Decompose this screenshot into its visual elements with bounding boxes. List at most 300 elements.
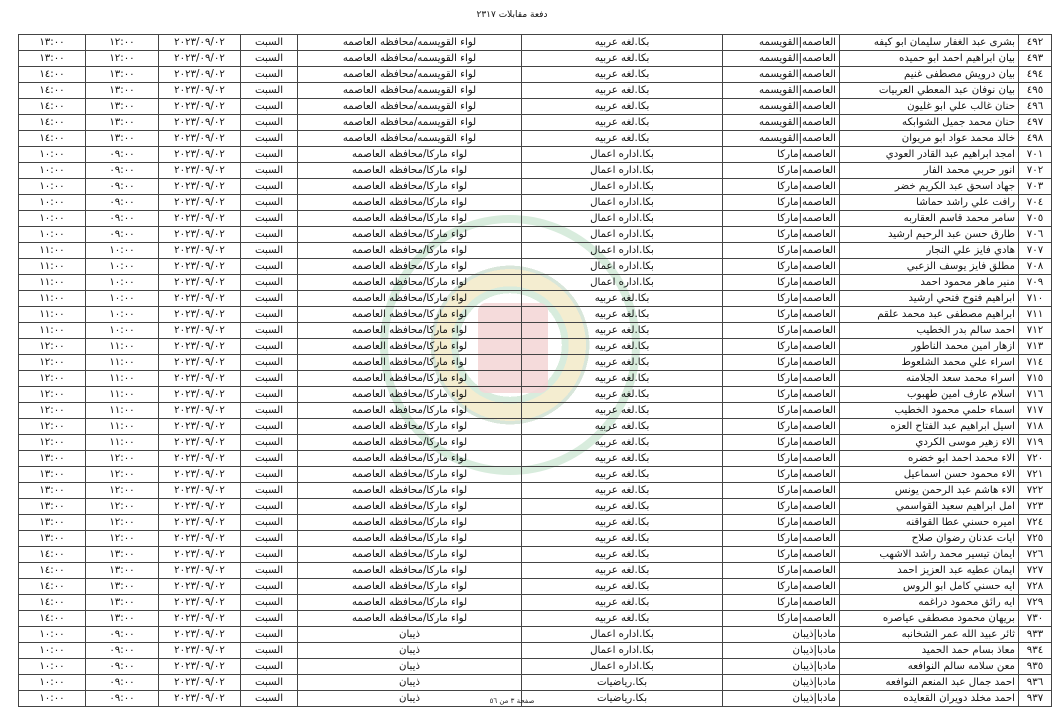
table-row (19, 515, 1052, 531)
date-cell: ٢٠٢٣/٠٩/٠٢ (159, 595, 241, 611)
specialization-cell: بكا.اداره اعمال (522, 243, 723, 259)
time-to-cell: ١٢:٠٠ (19, 435, 86, 451)
candidate-name: خالد محمد عواد ابو مريوان (840, 131, 1019, 147)
day-cell: السبت (241, 403, 298, 419)
table-row (19, 483, 1052, 499)
time-from-cell: ١١:٠٠ (86, 339, 159, 355)
specialization-cell: بكا.اداره اعمال (522, 259, 723, 275)
date-cell: ٢٠٢٣/٠٩/٠٢ (159, 211, 241, 227)
interview-location-cell: لواء ماركا/محافظه العاصمه (298, 179, 522, 195)
interview-location-cell: لواء ماركا/محافظه العاصمه (298, 323, 522, 339)
time-from-cell: ٠٩:٠٠ (86, 179, 159, 195)
day-cell: السبت (241, 355, 298, 371)
interview-location-cell: لواء ماركا/محافظه العاصمه (298, 307, 522, 323)
district-cell: العاصمه|ماركا (723, 259, 840, 275)
specialization-cell: بكا.لغه عربيه (522, 67, 723, 83)
table-row (19, 115, 1052, 131)
interview-location-cell: لواء ماركا/محافظه العاصمه (298, 243, 522, 259)
specialization-cell: بكا.لغه عربيه (522, 595, 723, 611)
date-cell: ٢٠٢٣/٠٩/٠٢ (159, 515, 241, 531)
interview-location-cell: لواء ماركا/محافظه العاصمه (298, 483, 522, 499)
time-to-cell: ١١:٠٠ (19, 243, 86, 259)
interview-location-cell: لواء ماركا/محافظه العاصمه (298, 403, 522, 419)
district-cell: العاصمه|ماركا (723, 451, 840, 467)
candidate-name: اسراء علي محمد الشلعوط (840, 355, 1019, 371)
candidate-number: ٧٢٢ (1019, 483, 1052, 499)
candidate-number: ٧١٨ (1019, 419, 1052, 435)
time-to-cell: ١٠:٠٠ (19, 147, 86, 163)
candidate-name: مطلق فايز يوسف الزعبي (840, 259, 1019, 275)
table-row (19, 179, 1052, 195)
district-cell: العاصمه|ماركا (723, 195, 840, 211)
candidate-name: انور حربي محمد الفار (840, 163, 1019, 179)
interview-location-cell: لواء القويسمه/محافظه العاصمه (298, 51, 522, 67)
interview-location-cell: لواء ماركا/محافظه العاصمه (298, 227, 522, 243)
time-from-cell: ١٢:٠٠ (86, 483, 159, 499)
day-cell: السبت (241, 691, 298, 707)
candidate-number: ٤٩٢ (1019, 35, 1052, 51)
district-cell: العاصمه|ماركا (723, 611, 840, 627)
specialization-cell: بكا.لغه عربيه (522, 403, 723, 419)
candidate-name: ابراهيم فتوح فتحي ارشيد (840, 291, 1019, 307)
time-to-cell: ١٣:٠٠ (19, 467, 86, 483)
specialization-cell: بكا.لغه عربيه (522, 355, 723, 371)
candidate-number: ٤٩٥ (1019, 83, 1052, 99)
date-cell: ٢٠٢٣/٠٩/٠٢ (159, 643, 241, 659)
date-cell: ٢٠٢٣/٠٩/٠٢ (159, 531, 241, 547)
district-cell: العاصمه|القويسمه (723, 51, 840, 67)
time-from-cell: ٠٩:٠٠ (86, 675, 159, 691)
table-body (19, 35, 1052, 707)
specialization-cell: بكا.لغه عربيه (522, 371, 723, 387)
district-cell: العاصمه|ماركا (723, 211, 840, 227)
specialization-cell: بكا.اداره اعمال (522, 227, 723, 243)
candidate-name: بيان درويش مصطفى غنيم (840, 67, 1019, 83)
table-row (19, 275, 1052, 291)
time-to-cell: ١١:٠٠ (19, 323, 86, 339)
date-cell: ٢٠٢٣/٠٩/٠٢ (159, 563, 241, 579)
time-from-cell: ٠٩:٠٠ (86, 691, 159, 707)
time-to-cell: ١١:٠٠ (19, 275, 86, 291)
interview-location-cell: لواء ماركا/محافظه العاصمه (298, 595, 522, 611)
candidate-name: ايه رائق محمود دراغمه (840, 595, 1019, 611)
table-row (19, 467, 1052, 483)
candidate-number: ٧١٥ (1019, 371, 1052, 387)
district-cell: العاصمه|ماركا (723, 563, 840, 579)
candidate-name: اسراء محمد سعد الجلامنه (840, 371, 1019, 387)
time-to-cell: ١٢:٠٠ (19, 419, 86, 435)
time-to-cell: ١٣:٠٠ (19, 451, 86, 467)
specialization-cell: بكا.لغه عربيه (522, 483, 723, 499)
time-from-cell: ١٠:٠٠ (86, 323, 159, 339)
table-row (19, 531, 1052, 547)
candidate-number: ٧٢١ (1019, 467, 1052, 483)
specialization-cell: بكا.اداره اعمال (522, 643, 723, 659)
time-to-cell: ١٤:٠٠ (19, 579, 86, 595)
day-cell: السبت (241, 595, 298, 611)
candidate-number: ٧٢٥ (1019, 531, 1052, 547)
specialization-cell: بكا.اداره اعمال (522, 211, 723, 227)
interview-location-cell: ذيبان (298, 659, 522, 675)
time-from-cell: ١٠:٠٠ (86, 307, 159, 323)
district-cell: العاصمه|ماركا (723, 467, 840, 483)
time-from-cell: ١١:٠٠ (86, 387, 159, 403)
time-from-cell: ١١:٠٠ (86, 371, 159, 387)
candidate-number: ٧٢٧ (1019, 563, 1052, 579)
day-cell: السبت (241, 547, 298, 563)
candidate-number: ٩٣٥ (1019, 659, 1052, 675)
time-from-cell: ١١:٠٠ (86, 435, 159, 451)
day-cell: السبت (241, 643, 298, 659)
day-cell: السبت (241, 259, 298, 275)
candidate-number: ٧١٠ (1019, 291, 1052, 307)
candidate-name: اميره حسني عطا القواقنه (840, 515, 1019, 531)
day-cell: السبت (241, 467, 298, 483)
candidate-number: ٧٢٠ (1019, 451, 1052, 467)
candidate-name: الاء هاشم عبد الرحمن يونس (840, 483, 1019, 499)
time-to-cell: ١٤:٠٠ (19, 115, 86, 131)
date-cell: ٢٠٢٣/٠٩/٠٢ (159, 451, 241, 467)
district-cell: العاصمه|ماركا (723, 275, 840, 291)
time-from-cell: ١٣:٠٠ (86, 99, 159, 115)
date-cell: ٢٠٢٣/٠٩/٠٢ (159, 227, 241, 243)
time-to-cell: ١٠:٠٠ (19, 227, 86, 243)
table-row (19, 659, 1052, 675)
time-to-cell: ١٤:٠٠ (19, 67, 86, 83)
page-title: دفعة مقابلات ٢٣١٧ (476, 10, 548, 20)
time-to-cell: ١١:٠٠ (19, 291, 86, 307)
specialization-cell: بكا.لغه عربيه (522, 419, 723, 435)
candidate-name: ايمان عطيه عبد العزيز احمد (840, 563, 1019, 579)
day-cell: السبت (241, 451, 298, 467)
specialization-cell: بكا.لغه عربيه (522, 547, 723, 563)
date-cell: ٢٠٢٣/٠٩/٠٢ (159, 83, 241, 99)
candidate-number: ٧٠٩ (1019, 275, 1052, 291)
time-to-cell: ١٠:٠٠ (19, 659, 86, 675)
time-from-cell: ١٢:٠٠ (86, 515, 159, 531)
date-cell: ٢٠٢٣/٠٩/٠٢ (159, 659, 241, 675)
time-to-cell: ١٣:٠٠ (19, 499, 86, 515)
candidate-number: ٧١٧ (1019, 403, 1052, 419)
candidate-name: طارق حسن عبد الرحيم ارشيد (840, 227, 1019, 243)
day-cell: السبت (241, 659, 298, 675)
table-row (19, 211, 1052, 227)
time-from-cell: ١٣:٠٠ (86, 579, 159, 595)
day-cell: السبت (241, 419, 298, 435)
candidate-number: ٧١٣ (1019, 339, 1052, 355)
specialization-cell: بكا.لغه عربيه (522, 115, 723, 131)
date-cell: ٢٠٢٣/٠٩/٠٢ (159, 115, 241, 131)
day-cell: السبت (241, 243, 298, 259)
specialization-cell: بكا.لغه عربيه (522, 131, 723, 147)
candidate-number: ٩٣٤ (1019, 643, 1052, 659)
day-cell: السبت (241, 627, 298, 643)
candidate-name: اسماء حلمي محمود الخطيب (840, 403, 1019, 419)
district-cell: مادبا|ذيبان (723, 643, 840, 659)
time-from-cell: ١٣:٠٠ (86, 131, 159, 147)
date-cell: ٢٠٢٣/٠٩/٠٢ (159, 195, 241, 211)
candidate-name: اسلام عارف امين طهبوب (840, 387, 1019, 403)
interview-location-cell: لواء القويسمه/محافظه العاصمه (298, 115, 522, 131)
candidate-number: ٧٢٤ (1019, 515, 1052, 531)
date-cell: ٢٠٢٣/٠٩/٠٢ (159, 579, 241, 595)
district-cell: العاصمه|ماركا (723, 403, 840, 419)
time-from-cell: ١٢:٠٠ (86, 35, 159, 51)
time-to-cell: ١٢:٠٠ (19, 403, 86, 419)
table-row (19, 259, 1052, 275)
candidate-number: ٧٢٣ (1019, 499, 1052, 515)
candidate-name: امجد ابراهيم عبد القادر العودي (840, 147, 1019, 163)
specialization-cell: بكا.اداره اعمال (522, 147, 723, 163)
time-from-cell: ١٣:٠٠ (86, 83, 159, 99)
table-row (19, 99, 1052, 115)
district-cell: العاصمه|ماركا (723, 579, 840, 595)
date-cell: ٢٠٢٣/٠٩/٠٢ (159, 307, 241, 323)
candidate-number: ٧١٤ (1019, 355, 1052, 371)
candidate-number: ٧٠٢ (1019, 163, 1052, 179)
table-row (19, 627, 1052, 643)
time-from-cell: ٠٩:٠٠ (86, 627, 159, 643)
time-to-cell: ١٤:٠٠ (19, 99, 86, 115)
candidate-name: الاء زهير موسى الكردي (840, 435, 1019, 451)
date-cell: ٢٠٢٣/٠٩/٠٢ (159, 371, 241, 387)
date-cell: ٢٠٢٣/٠٩/٠٢ (159, 483, 241, 499)
table-row (19, 675, 1052, 691)
date-cell: ٢٠٢٣/٠٩/٠٢ (159, 51, 241, 67)
interview-location-cell: لواء ماركا/محافظه العاصمه (298, 467, 522, 483)
candidate-name: بيان نوفان عبد المعطي العربيات (840, 83, 1019, 99)
district-cell: مادبا|ذيبان (723, 659, 840, 675)
table-row (19, 595, 1052, 611)
table-row (19, 579, 1052, 595)
interview-location-cell: لواء ماركا/محافظه العاصمه (298, 259, 522, 275)
district-cell: العاصمه|ماركا (723, 243, 840, 259)
table-row (19, 131, 1052, 147)
time-to-cell: ١٣:٠٠ (19, 483, 86, 499)
date-cell: ٢٠٢٣/٠٩/٠٢ (159, 35, 241, 51)
time-to-cell: ١٢:٠٠ (19, 339, 86, 355)
specialization-cell: بكا.لغه عربيه (522, 51, 723, 67)
time-to-cell: ١٢:٠٠ (19, 387, 86, 403)
district-cell: العاصمه|ماركا (723, 387, 840, 403)
date-cell: ٢٠٢٣/٠٩/٠٢ (159, 131, 241, 147)
day-cell: السبت (241, 675, 298, 691)
day-cell: السبت (241, 115, 298, 131)
interview-location-cell: لواء القويسمه/محافظه العاصمه (298, 83, 522, 99)
interview-location-cell: لواء القويسمه/محافظه العاصمه (298, 99, 522, 115)
day-cell: السبت (241, 387, 298, 403)
district-cell: العاصمه|ماركا (723, 227, 840, 243)
date-cell: ٢٠٢٣/٠٩/٠٢ (159, 339, 241, 355)
candidate-number: ٧٠٤ (1019, 195, 1052, 211)
specialization-cell: بكا.لغه عربيه (522, 291, 723, 307)
date-cell: ٢٠٢٣/٠٩/٠٢ (159, 627, 241, 643)
time-from-cell: ٠٩:٠٠ (86, 211, 159, 227)
candidate-number: ٧١٦ (1019, 387, 1052, 403)
table-row (19, 51, 1052, 67)
date-cell: ٢٠٢٣/٠٩/٠٢ (159, 291, 241, 307)
candidate-name: بشرى عبد الغفار سليمان ابو كيفه (840, 35, 1019, 51)
day-cell: السبت (241, 339, 298, 355)
time-to-cell: ١١:٠٠ (19, 307, 86, 323)
time-from-cell: ١٢:٠٠ (86, 499, 159, 515)
district-cell: العاصمه|ماركا (723, 435, 840, 451)
candidate-number: ٩٣٦ (1019, 675, 1052, 691)
candidate-name: حنان محمد جميل الشوابكه (840, 115, 1019, 131)
time-to-cell: ١٠:٠٠ (19, 211, 86, 227)
specialization-cell: بكا.لغه عربيه (522, 579, 723, 595)
table-row (19, 435, 1052, 451)
interview-location-cell: لواء ماركا/محافظه العاصمه (298, 355, 522, 371)
table-row (19, 227, 1052, 243)
table-row (19, 195, 1052, 211)
day-cell: السبت (241, 435, 298, 451)
candidate-number: ٧٠٦ (1019, 227, 1052, 243)
candidate-name: ثائر عبيد الله عمر الشخانبه (840, 627, 1019, 643)
candidate-name: بيان ابراهيم احمد ابو حميده (840, 51, 1019, 67)
time-from-cell: ٠٩:٠٠ (86, 227, 159, 243)
specialization-cell: بكا.لغه عربيه (522, 435, 723, 451)
candidate-name: رافت علي راشد حماشا (840, 195, 1019, 211)
table-row (19, 563, 1052, 579)
district-cell: مادبا|ذيبان (723, 627, 840, 643)
time-to-cell: ١٠:٠٠ (19, 675, 86, 691)
day-cell: السبت (241, 275, 298, 291)
candidate-number: ٧٠١ (1019, 147, 1052, 163)
time-from-cell: ٠٩:٠٠ (86, 195, 159, 211)
table-row (19, 387, 1052, 403)
time-to-cell: ١٢:٠٠ (19, 355, 86, 371)
time-to-cell: ١٠:٠٠ (19, 179, 86, 195)
interview-schedule-table (18, 34, 1052, 707)
interview-location-cell: لواء ماركا/محافظه العاصمه (298, 291, 522, 307)
day-cell: السبت (241, 323, 298, 339)
time-to-cell: ١٤:٠٠ (19, 563, 86, 579)
candidate-name: هادي فايز علي النجار (840, 243, 1019, 259)
district-cell: العاصمه|القويسمه (723, 35, 840, 51)
time-to-cell: ١٠:٠٠ (19, 643, 86, 659)
candidate-name: احمد مخلد دويران القعايده (840, 691, 1019, 707)
interview-location-cell: لواء ماركا/محافظه العاصمه (298, 531, 522, 547)
interview-location-cell: لواء القويسمه/محافظه العاصمه (298, 67, 522, 83)
district-cell: العاصمه|القويسمه (723, 115, 840, 131)
interview-location-cell: لواء ماركا/محافظه العاصمه (298, 147, 522, 163)
candidate-name: حنان غالب علي ابو غليون (840, 99, 1019, 115)
specialization-cell: بكا.لغه عربيه (522, 499, 723, 515)
interview-location-cell: لواء ماركا/محافظه العاصمه (298, 195, 522, 211)
date-cell: ٢٠٢٣/٠٩/٠٢ (159, 419, 241, 435)
district-cell: العاصمه|القويسمه (723, 99, 840, 115)
interview-location-cell: ذيبان (298, 627, 522, 643)
candidate-name: ايات عدنان رضوان صلاح (840, 531, 1019, 547)
candidate-name: منير ماهر محمود احمد (840, 275, 1019, 291)
table-row (19, 307, 1052, 323)
date-cell: ٢٠٢٣/٠٩/٠٢ (159, 99, 241, 115)
candidate-name: اسيل ابراهيم عبد الفتاح العزه (840, 419, 1019, 435)
district-cell: مادبا|ذيبان (723, 691, 840, 707)
specialization-cell: بكا.لغه عربيه (522, 83, 723, 99)
day-cell: السبت (241, 291, 298, 307)
interview-location-cell: لواء ماركا/محافظه العاصمه (298, 611, 522, 627)
time-from-cell: ٠٩:٠٠ (86, 659, 159, 675)
day-cell: السبت (241, 371, 298, 387)
interview-location-cell: لواء ماركا/محافظه العاصمه (298, 451, 522, 467)
time-from-cell: ١٢:٠٠ (86, 451, 159, 467)
specialization-cell: بكا.لغه عربيه (522, 387, 723, 403)
time-from-cell: ١١:٠٠ (86, 419, 159, 435)
interview-location-cell: لواء ماركا/محافظه العاصمه (298, 435, 522, 451)
time-to-cell: ١٤:٠٠ (19, 83, 86, 99)
table-row (19, 291, 1052, 307)
day-cell: السبت (241, 579, 298, 595)
time-to-cell: ١٣:٠٠ (19, 515, 86, 531)
specialization-cell: بكا.لغه عربيه (522, 515, 723, 531)
date-cell: ٢٠٢٣/٠٩/٠٢ (159, 403, 241, 419)
date-cell: ٢٠٢٣/٠٩/٠٢ (159, 243, 241, 259)
time-from-cell: ١٠:٠٠ (86, 291, 159, 307)
time-to-cell: ١١:٠٠ (19, 259, 86, 275)
district-cell: العاصمه|ماركا (723, 515, 840, 531)
date-cell: ٢٠٢٣/٠٩/٠٢ (159, 675, 241, 691)
specialization-cell: بكا.اداره اعمال (522, 163, 723, 179)
district-cell: العاصمه|القويسمه (723, 83, 840, 99)
specialization-cell: بكا.لغه عربيه (522, 339, 723, 355)
table-row (19, 339, 1052, 355)
time-to-cell: ١٤:٠٠ (19, 131, 86, 147)
table-row (19, 451, 1052, 467)
time-from-cell: ٠٩:٠٠ (86, 147, 159, 163)
interview-location-cell: لواء ماركا/محافظه العاصمه (298, 163, 522, 179)
candidate-number: ٩٣٧ (1019, 691, 1052, 707)
candidate-number: ٤٩٦ (1019, 99, 1052, 115)
candidate-name: معن سلامه سالم النوافعه (840, 659, 1019, 675)
time-from-cell: ١١:٠٠ (86, 403, 159, 419)
candidate-number: ٤٩٨ (1019, 131, 1052, 147)
date-cell: ٢٠٢٣/٠٩/٠٢ (159, 179, 241, 195)
table-row (19, 67, 1052, 83)
table-row (19, 147, 1052, 163)
day-cell: السبت (241, 195, 298, 211)
interview-location-cell: لواء ماركا/محافظه العاصمه (298, 563, 522, 579)
district-cell: مادبا|ذيبان (723, 675, 840, 691)
district-cell: العاصمه|ماركا (723, 339, 840, 355)
candidate-number: ٧٠٧ (1019, 243, 1052, 259)
day-cell: السبت (241, 147, 298, 163)
table-row (19, 355, 1052, 371)
specialization-cell: بكا.لغه عربيه (522, 563, 723, 579)
candidate-number: ٧٢٩ (1019, 595, 1052, 611)
interview-location-cell: لواء ماركا/محافظه العاصمه (298, 515, 522, 531)
district-cell: العاصمه|ماركا (723, 163, 840, 179)
date-cell: ٢٠٢٣/٠٩/٠٢ (159, 547, 241, 563)
candidate-number: ٩٣٣ (1019, 627, 1052, 643)
specialization-cell: بكا.لغه عربيه (522, 451, 723, 467)
interview-location-cell: لواء القويسمه/محافظه العاصمه (298, 35, 522, 51)
date-cell: ٢٠٢٣/٠٩/٠٢ (159, 67, 241, 83)
table-row (19, 643, 1052, 659)
day-cell: السبت (241, 563, 298, 579)
candidate-name: ايه حسني كامل ابو الروس (840, 579, 1019, 595)
date-cell: ٢٠٢٣/٠٩/٠٢ (159, 387, 241, 403)
interview-location-cell: لواء ماركا/محافظه العاصمه (298, 371, 522, 387)
table-row (19, 83, 1052, 99)
specialization-cell: بكا.لغه عربيه (522, 307, 723, 323)
district-cell: العاصمه|ماركا (723, 419, 840, 435)
day-cell: السبت (241, 83, 298, 99)
candidate-number: ٧٠٨ (1019, 259, 1052, 275)
day-cell: السبت (241, 51, 298, 67)
time-from-cell: ١٠:٠٠ (86, 259, 159, 275)
